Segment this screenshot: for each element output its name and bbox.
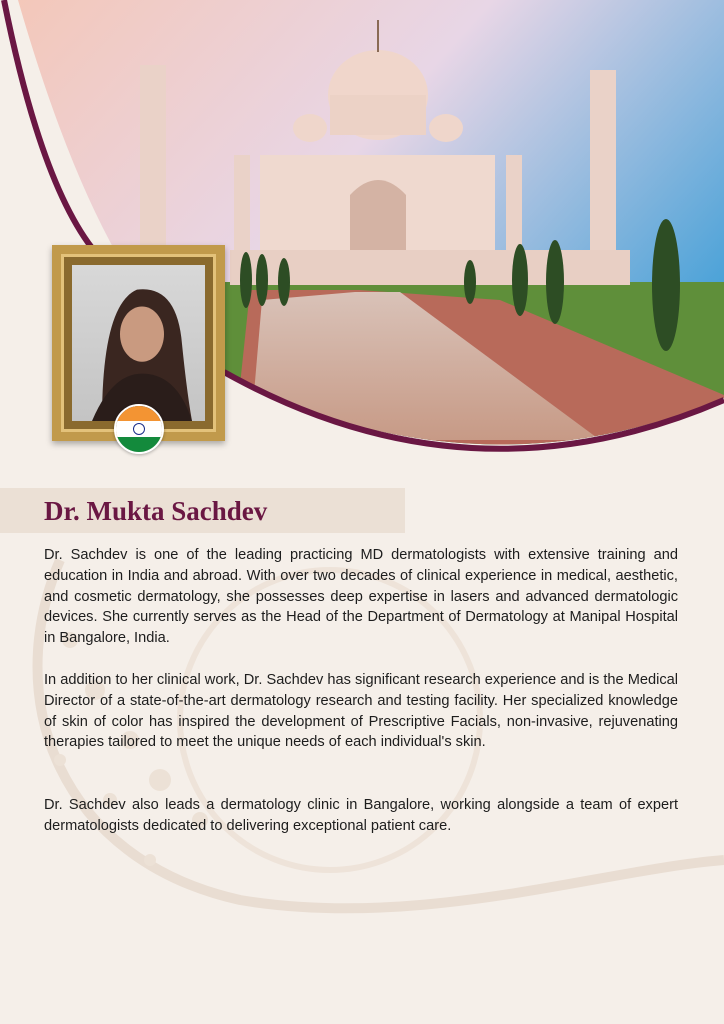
bio-paragraph-1: Dr. Sachdev is one of the leading practicing MD dermatologists with extensive training and education in India and abroad. With over two decades of clinical experience in medical, aesthetic, and cosmetic dermatology, she possesses deep expertise in lasers and advanced dermatologic devices. She currently serves as the Head of the Department of Dermatology at Manipal Hospital in Bangalore, India. bbox=[44, 547, 678, 647]
doctor-portrait bbox=[72, 265, 205, 421]
india-flag-icon bbox=[114, 404, 164, 454]
doctor-name: Dr. Mukta Sachdev bbox=[44, 496, 268, 526]
bio-paragraph-3: Dr. Sachdev also leads a dermatology clinic in Bangalore, working alongside a team of expert dermatologists dedicated to delivering exceptional patient care. bbox=[44, 797, 678, 834]
bio-paragraph-2: In addition to her clinical work, Dr. Sachdev has significant research experience and is the Medical Director of a state-of-the-art dermatology research and testing facility. Her specialized knowledge of skin of color has inspired the development of Prescriptive Facials, non-invasive, rejuvenating therapies tailored to meet the unique needs of each individual's skin. bbox=[44, 672, 678, 751]
